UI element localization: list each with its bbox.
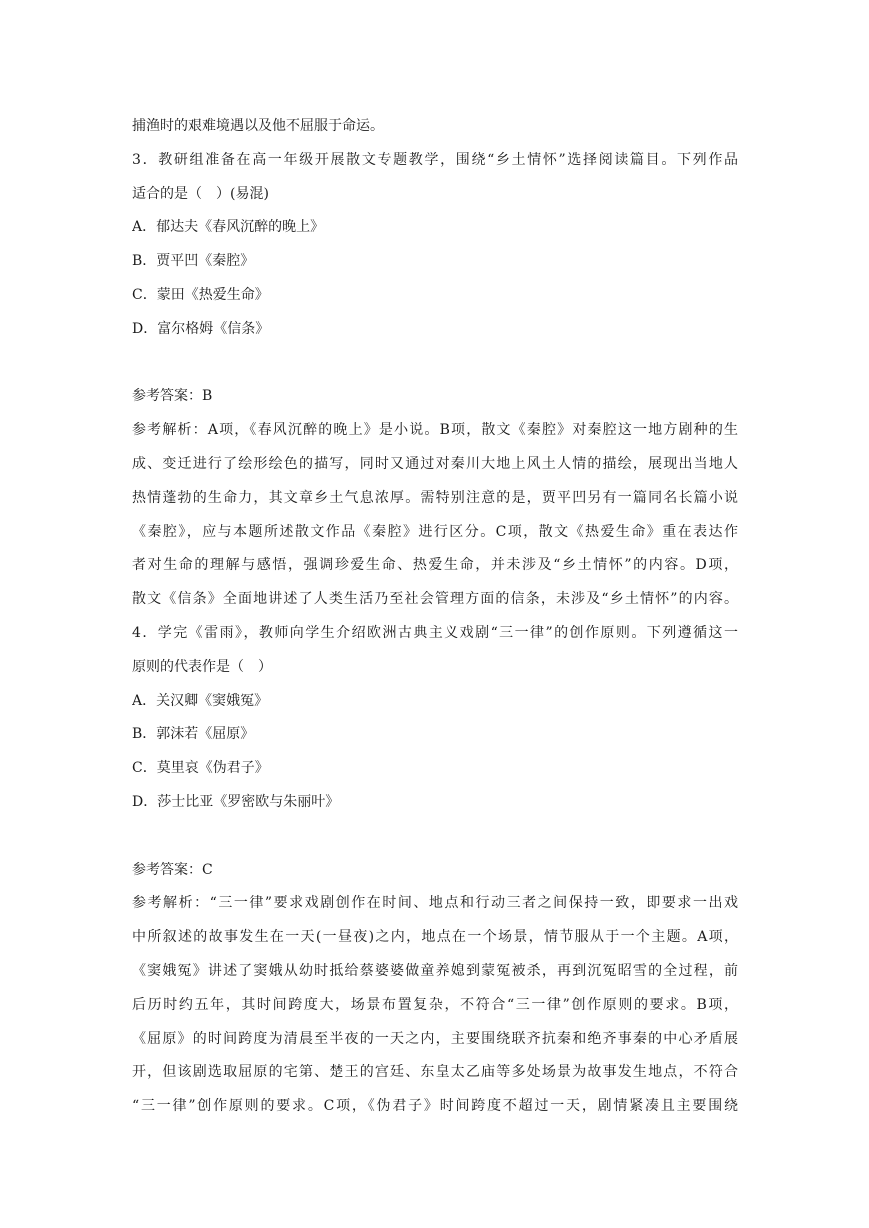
answer-line: 参考答案：B [132, 388, 213, 405]
text-line: 原则的代表作是（ ） [132, 658, 272, 675]
option-d: D．富尔格姆《信条》 [132, 320, 270, 337]
text-line: 捕渔时的艰难境遇以及他不屈服于命运。 [132, 118, 384, 134]
option-d: D．莎士比亚《罗密欧与朱丽叶》 [132, 793, 340, 810]
question-3-stem: 3．教研组准备在高一年级开展散文专题教学，围绕“乡土情怀”选择阅读篇目。下列作品 [132, 151, 738, 168]
text-line: 适合的是（ ）(易混) [132, 185, 269, 202]
analysis-line: 成、变迁进行了绘形绘色的描写，同时又通过对秦川大地上风土人情的描绘，展现出当地人 [132, 455, 738, 472]
analysis-line: 中所叙述的故事发生在一天(一昼夜)之内，地点在一个场景，情节服从于一个主题。A项， [132, 929, 738, 946]
analysis-line: 散文《信条》全面地讲述了人类生活乃至社会管理方面的信条，未涉及“乡土情怀”的内容。 [132, 591, 738, 608]
option-c: C．蒙田《热爱生命》 [132, 286, 269, 303]
analysis-line: 后历时约五年，其时间跨度大，场景布置复杂，不符合“三一律”创作原则的要求。B项， [132, 996, 738, 1013]
analysis-line: “三一律”创作原则的要求。C项，《伪君子》时间跨度不超过一天，剧情紧凑且主要围绕 [132, 1098, 738, 1115]
document-page [132, 110, 738, 1124]
analysis-line: 者对生命的理解与感悟，强调珍爱生命、热爱生命，并未涉及“乡土情怀”的内容。D项， [132, 557, 738, 574]
option-b: B．贾平凹《秦腔》 [132, 253, 255, 270]
question-4-stem: 4．学完《雷雨》，教师向学生介绍欧洲古典主义戏剧“三一律”的创作原则。下列遵循这一 [132, 624, 738, 641]
option-a: A．关汉卿《窦娥冤》 [132, 692, 269, 709]
spacer [132, 820, 738, 854]
analysis-line: 《窦娥冤》讲述了窦娥从幼时抵给蔡婆婆做童养媳到蒙冤被杀，再到沉冤昭雪的全过程，前 [132, 962, 738, 979]
analysis-line: 热情蓬勃的生命力，其文章乡土气息浓厚。需特别注意的是，贾平凹另有一篇同名长篇小说 [132, 489, 738, 506]
analysis-line: 参考解析：A项，《春风沉醉的晚上》是小说。B项，散文《秦腔》对秦腔这一地方剧种的生 [132, 422, 738, 439]
analysis-line: 《秦腔》，应与本题所述散文作品《秦腔》进行区分。C项，散文《热爱生命》重在表达作 [132, 523, 738, 540]
analysis-line: 《屈原》的时间跨度为清晨至半夜的一天之内，主要围绕联齐抗秦和绝齐事秦的中心矛盾展 [132, 1030, 738, 1047]
option-c: C．莫里哀《伪君子》 [132, 760, 269, 777]
option-b: B．郭沫若《屈原》 [132, 726, 255, 743]
analysis-line: 参考解析：“三一律”要求戏剧创作在时间、地点和行动三者之间保持一致，即要求一出戏 [132, 895, 738, 912]
analysis-line: 开，但该剧选取屈原的宅第、楚王的宫廷、东皇太乙庙等多处场景为故事发生地点，不符合 [132, 1064, 738, 1081]
spacer [132, 347, 738, 381]
answer-line: 参考答案：C [132, 861, 213, 878]
option-a: A．郁达夫《春风沉醉的晚上》 [132, 219, 325, 236]
